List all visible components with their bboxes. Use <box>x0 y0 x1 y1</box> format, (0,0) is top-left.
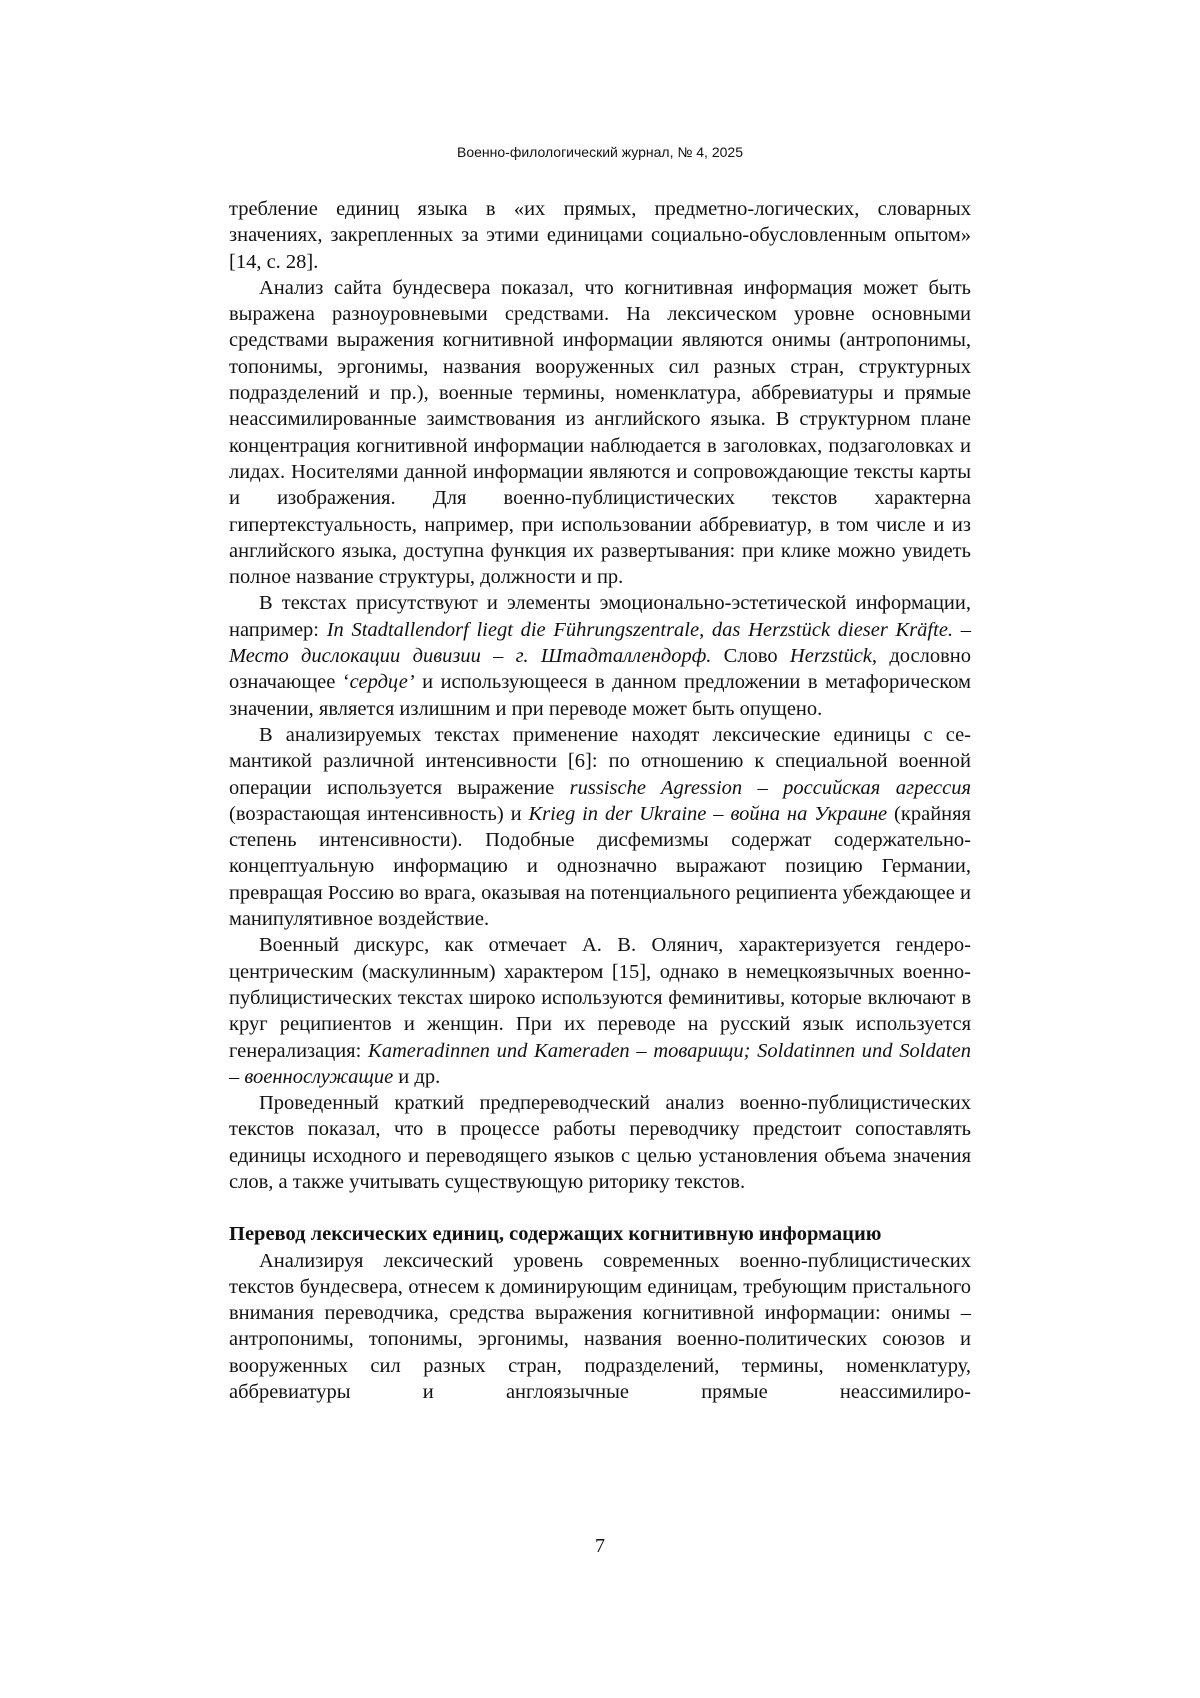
paragraph-conclusion: Проведенный краткий предпереводческий анализ военно-публицистических текстов показал, что в процессе работы переводчику предстоит сопоставлять единицы исходного и переводящего языков с целью установления объема значения слов, а также учитывать существующую риторику текстов. <box>229 1092 971 1193</box>
gloss-italic: сердце’ <box>349 671 415 694</box>
section-heading: Перевод лексических единиц, содержащих когнитивную информацию <box>229 1223 882 1246</box>
example-italic: In Stadtallendorf liegt die Führungszentrale, das Herzstück dieser Kräfte. – Место дислокации дивизии – г. Штадталлендорф. <box>229 618 971 668</box>
page-number: 7 <box>595 1535 605 1557</box>
article-body <box>229 196 971 1405</box>
example-italic: Kameradinnen und Kameraden – товарищи; Soldatinnen und Soldaten – военнослужащие <box>229 1039 971 1088</box>
text-run: Военный дискурс, как отмечает А. В. Олянич, характеризуется гендероцентрическим (маскулинным) характером [15], однако в немецкоязычных военно-публицистических текстах широко используются феминитивы, которые включают в круг реципиентов и женщин. При их переводе на русский язык используется генерализация: <box>229 934 971 1062</box>
paragraph-analysis: Анализ сайта бундесвера показал, что когнитивная информация может быть выражена разноуровневыми средствами. На лексическом уровне основными средствами выражения когнитивной информации являются онимы (антропонимы, топонимы, эргонимы, названия вооруженных сил разных стран, структурных подразделений и пр.), военные термины, номенклатура, аббревиатуры и прямые неассимилированные заимствования из английского языка. В структурном плане концентрация когнитивной информации наблюдается в заголовках, подзаголовках и лидах. Носителями данной информации являются и сопровождающие тексты карты и изображения. Для военно-публицистических текстов характерна гипертекстуальность, например, при использовании аббревиатур, в том числе и из английского языка, доступна функция их развертывания: при клике можно увидеть полное название структуры, должности и пр. <box>229 276 971 589</box>
paragraph-emotional-info <box>229 590 971 721</box>
text-run: В текстах присутствуют и элементы эмоционально-эстетической информации, например: <box>229 592 971 641</box>
text-run: дословно означающее ‘ <box>229 645 971 694</box>
text-run: В анализируемых текстах применение находят лексические единицы с семантикой различной интенсивности [6]: по отношению к специальной военной операции используется выражение <box>229 723 971 799</box>
text-run: (крайняя степень интенсивности). Подобные дисфемизмы содержат содержательно-концептуальную информацию и однозначно выражают позицию Германии, превращая Россию во врага, оказывая на потенциального реципиента убеждающее и манипулятивное воздействие. <box>229 802 971 931</box>
text-run: (возрастающая интенсивность) и <box>229 802 529 825</box>
text-run: и использующееся в данном предложении в метафорическом значении, является излишним и при переводе может быть опущено. <box>229 671 971 720</box>
example-italic: russische Agression – российская агрессия <box>569 776 971 799</box>
paragraph-continued: требление единиц языка в «их прямых, предметно-логических, словарных значениях, закрепленных за этими единицами социально-обусловленным опытом» [14, с. 28]. <box>229 198 971 273</box>
term-italic: Herzstück, <box>789 645 878 668</box>
example-italic: Krieg in der Ukraine – война на Украине <box>528 802 888 825</box>
paragraph-lexical-level: Анализируя лексический уровень современных военно-публицистических текстов бундесвера, отнесем к доминирующим единицам, требующим пристального внимания переводчика, средства выражения когнитивной информации: онимы – антропонимы, топонимы, эргонимы, названия военно-политических союзов и вооруженных сил разных стран, подразделений, термины, номенклатуру, аббревиатуры и англоязычные прямые неассимилиро- <box>229 1249 971 1404</box>
running-head: Военно-филологический журнал, № 4, 2025 <box>457 144 743 160</box>
text-run: Слово <box>711 645 790 668</box>
paragraph-gender <box>229 932 971 1090</box>
paragraph-intensity <box>229 722 971 932</box>
text-run: и др. <box>393 1065 441 1088</box>
